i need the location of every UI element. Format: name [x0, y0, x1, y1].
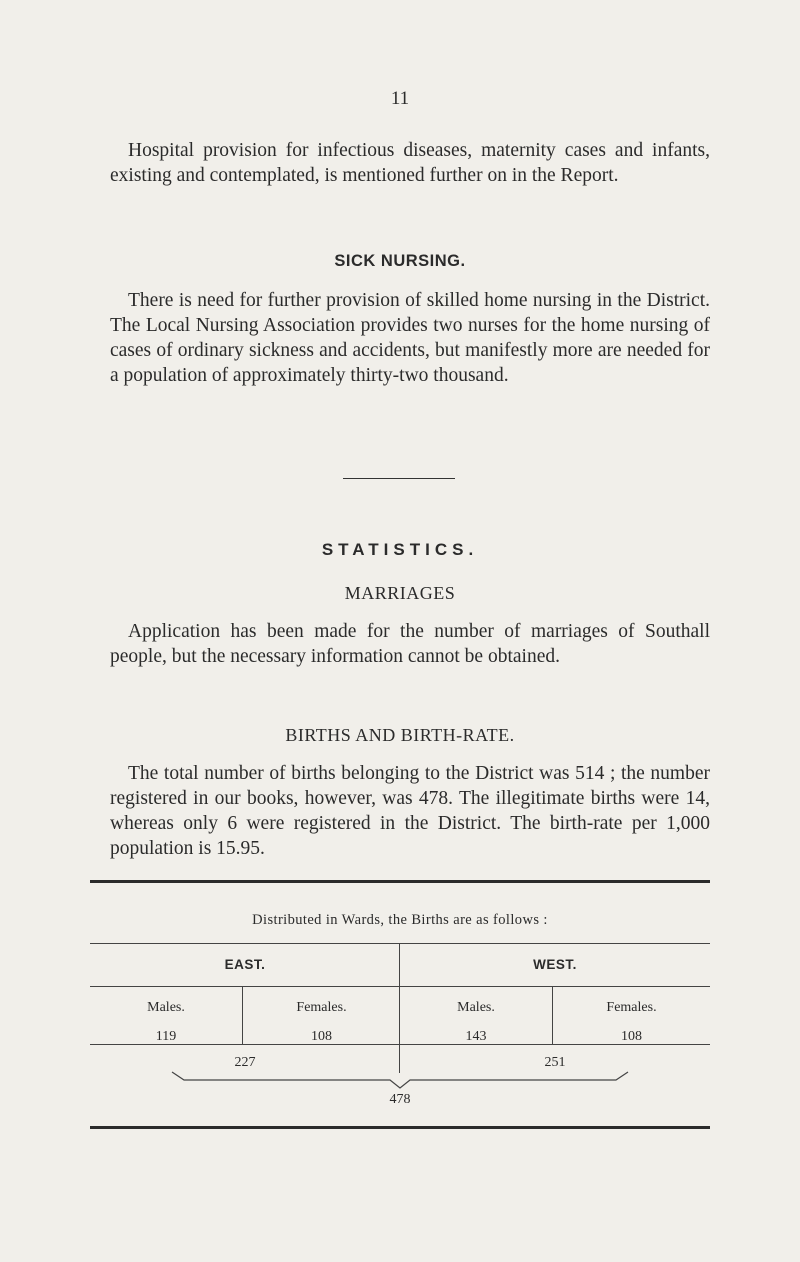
page-number: 11 [390, 88, 410, 109]
section-divider [343, 478, 455, 479]
marriages-heading: MARRIAGES [344, 583, 456, 603]
east-subtotal: 227 [234, 1055, 256, 1070]
births-total: 478 [389, 1092, 411, 1107]
table-caption: Distributed in Wards, the Births are as follows : [252, 912, 548, 928]
statistics-heading: STATISTICS. [321, 540, 479, 559]
table-header-rule [90, 943, 710, 944]
east-heading: EAST. [224, 957, 266, 972]
east-females-value: 108 [311, 1029, 332, 1044]
west-females-value: 108 [621, 1029, 642, 1044]
intro-paragraph: Hospital provision for infectious diseases, maternity cases and infants, existing and contemplated, is mentioned further on in the Report. [110, 140, 710, 186]
total-brace [170, 1070, 630, 1094]
west-heading: WEST. [533, 957, 577, 972]
subheader-rule [90, 986, 710, 987]
sick-nursing-heading: SICK NURSING. [334, 252, 466, 270]
east-females-label: Females. [296, 1000, 347, 1015]
west-females-label: Females. [606, 1000, 657, 1015]
marriages-paragraph: Application has been made for the number of marriages of Southall people, but the necessary information cannot be obtained. [110, 621, 710, 667]
west-subtotal: 251 [544, 1055, 566, 1070]
east-males-value: 119 [155, 1029, 177, 1044]
east-males-label: Males. [147, 1000, 185, 1015]
west-males-label: Males. [457, 1000, 495, 1015]
subtotal-rule [90, 1044, 710, 1045]
births-paragraph: The total number of births belonging to the District was 514 ; the number registered in our books, however, was 478. The illegitimate births were 14, whereas only 6 were registered in the District. The birth-rate per 1,000 population is 15.95. [110, 763, 710, 859]
west-males-value: 143 [465, 1029, 487, 1044]
table-top-rule [90, 880, 710, 883]
births-heading: BIRTHS AND BIRTH-RATE. [285, 725, 515, 745]
sick-nursing-paragraph: There is need for further provision of skilled home nursing in the District. The Local Nursing Association provides two nurses for the home nursing of cases of ordinary sickness and accidents, but manifestly more are needed for a population of approximately thirty-two thousand. [110, 290, 710, 386]
table-bottom-rule [90, 1126, 710, 1129]
